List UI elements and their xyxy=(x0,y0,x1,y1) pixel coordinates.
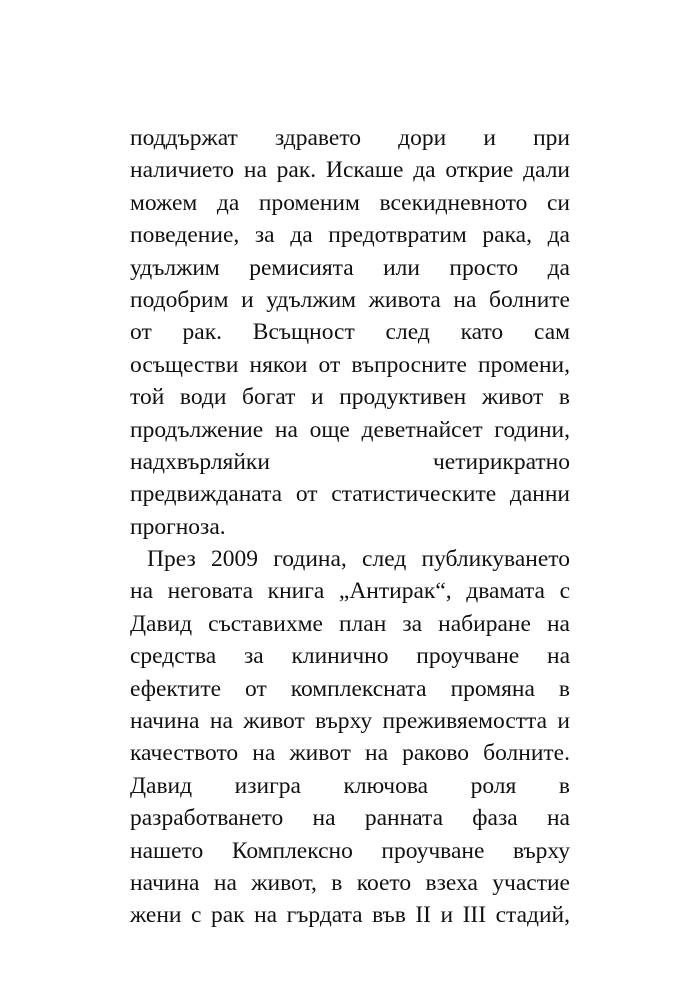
text-line: Давид изигра ключова роля в xyxy=(130,772,570,799)
text-line: предвижданата от статистическите данни xyxy=(130,481,570,508)
text-line: осъществи някои от въпросните промени, xyxy=(130,351,570,378)
text-line: той води богат и продуктивен живот в xyxy=(130,384,570,411)
text-line: ефектите от комплексната промяна в xyxy=(130,675,570,702)
body-text xyxy=(130,122,570,932)
text-line: начина на живот върху преживяемостта и xyxy=(130,708,570,735)
text-line: През 2009 година, след публикуването xyxy=(147,546,570,573)
text-line: прогноза. xyxy=(130,513,226,540)
text-line: можем да променим всекидневното си xyxy=(130,189,570,216)
text-line: поведение, за да предотвратим рака, да xyxy=(130,222,570,249)
text-line: продължение на още деветнайсет години, xyxy=(130,416,570,443)
paragraph-1 xyxy=(130,122,570,543)
text-line: от рак. Всъщност след като сам xyxy=(130,319,570,346)
text-line: средства за клинично проучване на xyxy=(130,643,570,670)
text-line: наличието на рак. Искаше да открие дали xyxy=(130,157,570,184)
text-line: Давид съставихме план за набиране на xyxy=(130,610,570,637)
text-line: разработването на ранната фаза на xyxy=(130,805,570,832)
paragraph-2 xyxy=(130,543,570,932)
text-line: удължим ремисията или просто да xyxy=(130,254,570,281)
text-line: качеството на живот на раково болните. xyxy=(130,740,570,767)
text-line: жени с рак на гърдата във II и III стадий, xyxy=(130,902,570,929)
text-line: надхвърляйки четирикратно xyxy=(130,448,570,475)
text-line: поддържат здравето дори и при xyxy=(130,125,570,151)
text-line: начина на живот, в което взеха участие xyxy=(130,869,570,896)
text-line: на неговата книга „Антирак“, двамата с xyxy=(130,578,570,605)
text-line: подобрим и удължим живота на болните xyxy=(130,286,570,313)
text-line: нашето Комплексно проучване върху xyxy=(130,837,570,864)
